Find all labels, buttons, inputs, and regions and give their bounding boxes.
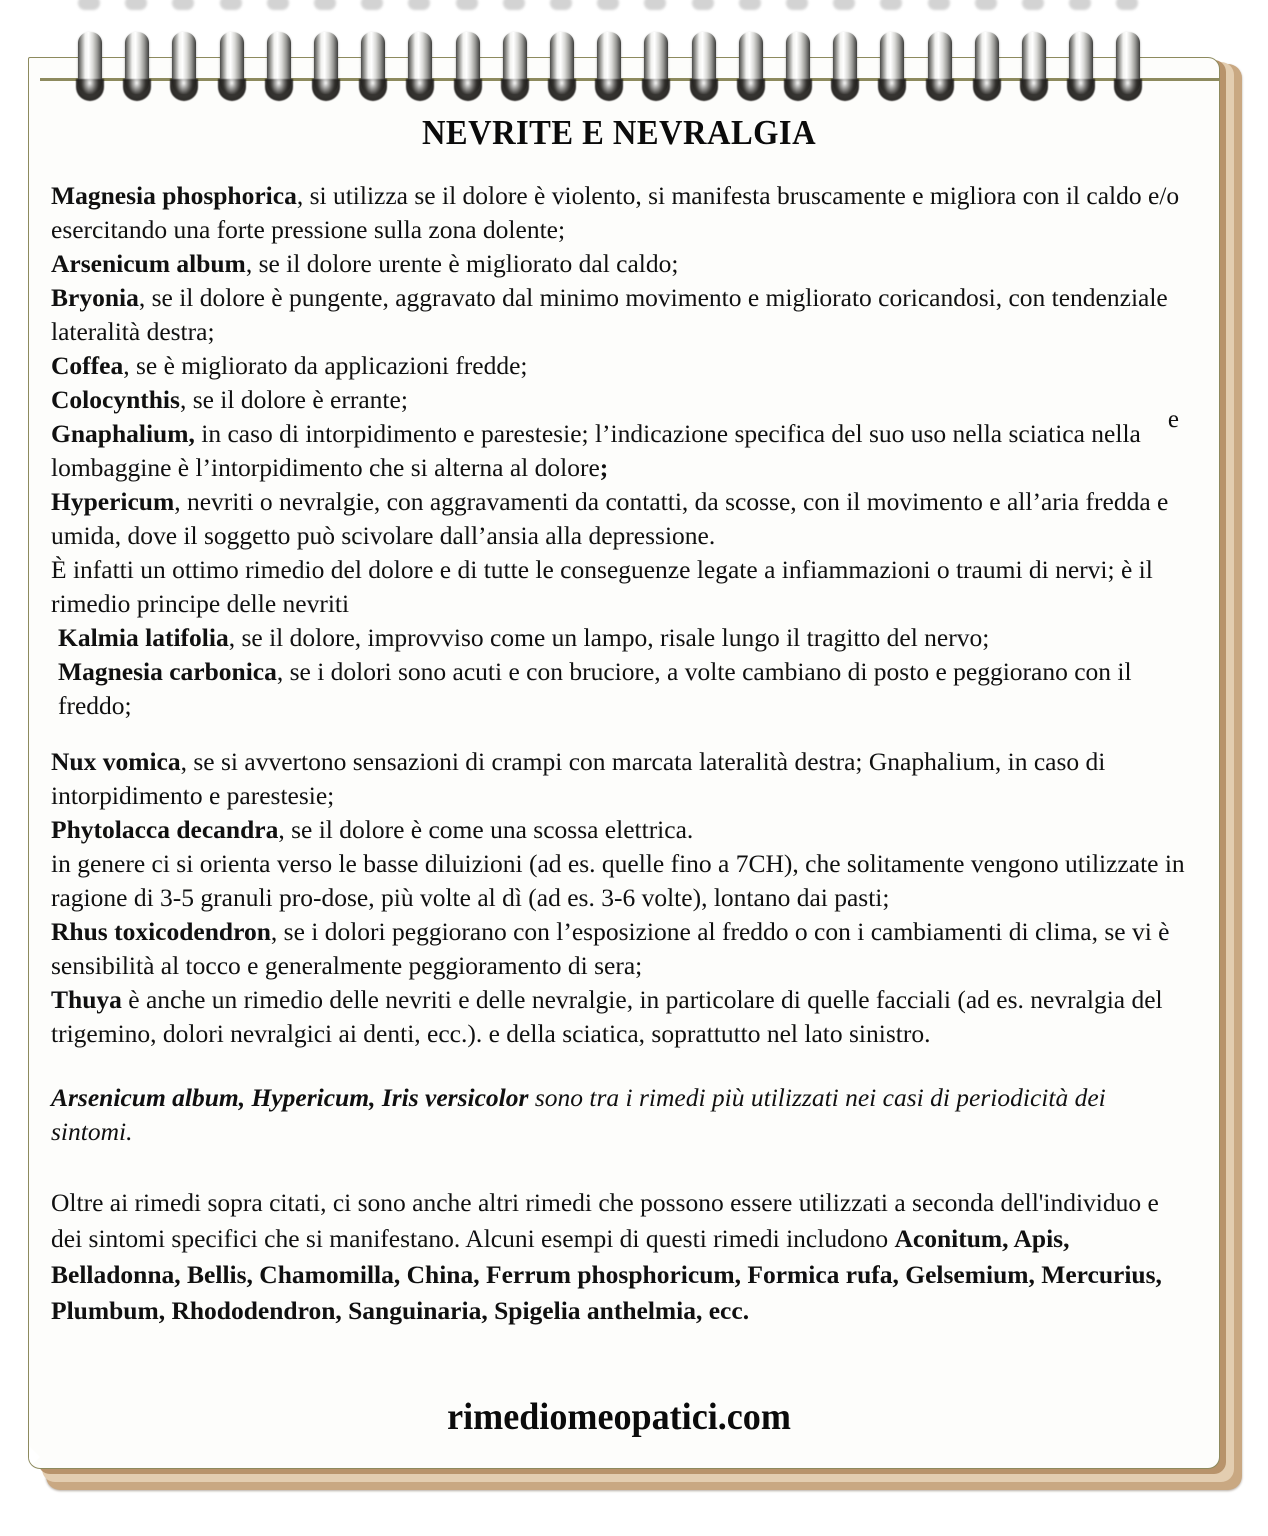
spiral-ring-top-clipped (172, 0, 194, 10)
remedy-description: , se è migliorato da applicazioni fredde; (123, 351, 528, 380)
stray-margin-character: e (1167, 406, 1179, 433)
spiral-ring-top-clipped (125, 0, 147, 10)
remedy-description: in caso di intorpidimento e parestesie; l’indicazione specifica del suo uso nella sciatica nella lombaggine è l’intorpidimento che si alterna al dolore (51, 419, 1141, 482)
spiral-ring-top-clipped (739, 0, 761, 10)
remedy-name: Arsenicum album (51, 249, 246, 278)
spiral-ring-top-clipped (361, 0, 383, 10)
remedy-entry-hypericum (51, 485, 1187, 553)
remedy-name: Thuya (51, 985, 122, 1014)
remedy-entry-magnesia-phosphorica (51, 179, 1187, 247)
remedy-entry-arsenicum-album (51, 247, 1187, 281)
notepad-page (28, 57, 1220, 1469)
remedy-name: Gnaphalium, (51, 419, 195, 448)
remedy-entry-bryonia (51, 281, 1187, 349)
page-content (29, 58, 1220, 1469)
remedy-entry-coffea (51, 349, 1187, 383)
remedy-description: , se si avvertono sensazioni di crampi con marcata lateralità destra; Gnaphalium, in caso di intorpidimento e parestesie; (51, 747, 1106, 810)
remedy-entry-rhus-toxicodendron (51, 915, 1187, 983)
spiral-ring-top-clipped (456, 0, 478, 10)
spiral-ring-top-clipped (503, 0, 525, 10)
remedy-entry-magnesia-carbonica (51, 655, 1187, 723)
spiral-ring-top-clipped (975, 0, 997, 10)
remedy-name: Colocynthis (51, 385, 180, 414)
note-text: in genere ci si orienta verso le basse diluizioni (ad es. quelle fino a 7CH), che solitamente vengono utilizzate in ragione di 3-5 granuli pro-dose, più volte al dì (ad es. 3-6 volte), lontano dai pasti; (51, 849, 1185, 912)
remedy-description: , nevriti o nevralgie, con aggravamenti da contatti, da scosse, con il movimento e all’aria fredda e umida, dove il soggetto può scivolare dall’ansia alla depressione. (51, 487, 1169, 550)
page-title: NEVRITE E NEVRALGIA (421, 113, 817, 152)
dosage-note (51, 847, 1187, 915)
remedy-description: , se il dolore è errante; (179, 385, 408, 414)
remedy-name: Phytolacca decandra (51, 815, 279, 844)
spiral-ring-top-clipped (1116, 0, 1138, 10)
remedy-trailing-punct: ; (599, 453, 609, 482)
spiral-ring-top-clipped (408, 0, 430, 10)
spiral-ring-top-clipped (220, 0, 242, 10)
spiral-ring-top-clipped (78, 0, 100, 10)
remedy-description: è anche un rimedio delle nevriti e delle nevralgie, in particolare di quelle facciali (ad es. nevralgia del trigemino, dolori nevralgici ai denti, ecc.). e della sciatica, soprattutto nel lato sinistro. (51, 985, 1163, 1048)
spiral-ring-top-clipped (1069, 0, 1091, 10)
other-remedies-note (41, 1185, 1197, 1329)
spiral-ring-top-clipped (786, 0, 808, 10)
spiral-ring-top-clipped (267, 0, 289, 10)
remedy-name: Rhus toxicodendron (51, 917, 271, 946)
spiral-ring-top-clipped (597, 0, 619, 10)
remedy-name: Bryonia (51, 283, 139, 312)
other-remedies-intro: Oltre ai rimedi sopra citati, ci sono anche altri rimedi che possono essere utilizzati a seconda dell'individuo e dei sintomi specifici che si manifestano. Alcuni esempi di questi rimedi includono (51, 1188, 1159, 1253)
remedy-entry-colocynthis (51, 383, 1187, 417)
remedy-entry-thuya (51, 983, 1187, 1051)
site-url-footer: rimediomeopatici.com (447, 1396, 791, 1438)
spiral-ring-top-clipped (880, 0, 902, 10)
remedies-second-list (41, 745, 1197, 1051)
spiral-ring-top-clipped (692, 0, 714, 10)
remedy-entry-gnaphalium (51, 417, 1187, 485)
remedy-name: Magnesia carbonica (58, 657, 277, 686)
remedy-description: , se il dolore, improvviso come un lampo, risale lungo il tragitto del nervo; (228, 623, 990, 652)
remedy-name: Coffea (51, 351, 124, 380)
spiral-ring-top-clipped (928, 0, 950, 10)
spiral-ring-top-clipped (833, 0, 855, 10)
periodicity-note (41, 1081, 1197, 1149)
remedy-description: , se il dolore è pungente, aggravato dal minimo movimento e migliorato coricandosi, con tendenziale lateralità destra; (51, 283, 1168, 346)
remedy-entry-nux-vomica (51, 745, 1187, 813)
spiral-ring-top-clipped (314, 0, 336, 10)
spiral-ring-top-clipped (1022, 0, 1044, 10)
remedy-name: Nux vomica (51, 747, 181, 776)
remedy-description: , se il dolore urente è migliorato dal caldo; (245, 249, 679, 278)
spiral-ring-top-clipped (550, 0, 572, 10)
remedy-name: Magnesia phosphorica (51, 181, 297, 210)
spiral-wire-bar (40, 78, 1220, 81)
remedy-name: Kalmia latifolia (58, 623, 229, 652)
remedy-name: Hypericum (51, 487, 175, 516)
remedy-description: , si utilizza se il dolore è violento, si manifesta bruscamente e migliora con il caldo e/o esercitando una forte pressione sulla zona dolente; (51, 181, 1180, 244)
periodicity-remedy-names: Arsenicum album, Hypericum, Iris versicolor (51, 1083, 529, 1112)
spiral-ring-top-clipped (644, 0, 666, 10)
remedy-entry-phytolacca-decandra (51, 813, 1187, 847)
remedy-description: , se i dolori peggiorano con l’esposizione al freddo o con i cambiamenti di clima, se vi è sensibilità al tocco e generalmente peggioramento di sera; (51, 917, 1170, 980)
remedy-description: , se i dolori sono acuti e con bruciore, a volte cambiano di posto e peggiorano con il freddo; (58, 657, 1132, 720)
periodicity-note-text: sono tra i rimedi più utilizzati nei casi di periodicità dei sintomi. (51, 1083, 1106, 1146)
remedies-main-list (41, 179, 1197, 723)
other-remedies-list: Aconitum, Apis, Belladonna, Bellis, Chamomilla, China, Ferrum phosphoricum, Formica rufa, Gelsemium, Mercurius, Plumbum, Rhododendron, Sanguinaria, Spigelia anthelmia, ecc. (51, 1224, 1162, 1325)
hypericum-followup-note (51, 553, 1187, 621)
remedy-entry-kalmia-latifolia (51, 621, 1187, 655)
remedy-description: , se il dolore è come una scossa elettrica. (278, 815, 694, 844)
note-text: È infatti un ottimo rimedio del dolore e di tutte le conseguenze legate a infiammazioni o traumi di nervi; è il rimedio principe delle nevriti (51, 555, 1153, 618)
